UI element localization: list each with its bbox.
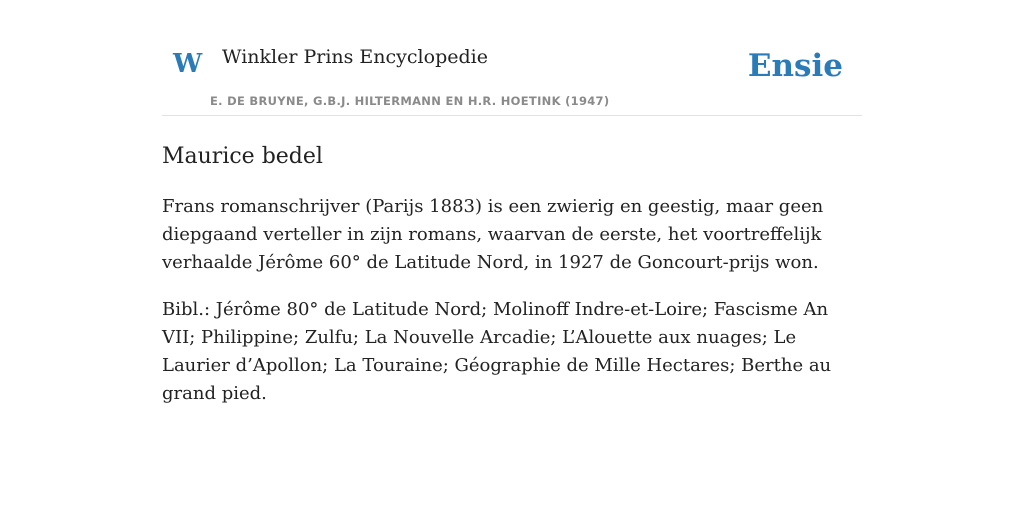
article-paragraph: Frans romanschrijver (Parijs 1883) is een zwierig en geestig, maar geen diepgaand verteller in zijn romans, waarvan de eerste, het voortreffelijk verhaalde Jérôme 60° de Latitude Nord, in 1927 de Goncourt-prijs won. [162, 195, 824, 273]
source-header [162, 0, 862, 116]
article-title: Maurice bedel [162, 144, 323, 169]
source-authors: E. DE BRUYNE, G.B.J. HILTERMANN EN H.R. HOETINK (1947) [210, 94, 610, 108]
source-title[interactable]: Winkler Prins Encyclopedie [222, 46, 488, 68]
bibliography-paragraph: Bibl.: Jérôme 80° de Latitude Nord; Molinoff Indre-et-Loire; Fascisme An VII; Philippine; Zulfu; La Nouvelle Arcadie; L’Alouette aux nuages; Le Laurier d’Apollon; La Touraine; Géographie de Mille Hectares; Berthe au grand pied. [162, 298, 832, 404]
brand-logo-link[interactable]: Ensie [747, 48, 843, 84]
source-logo-icon: W [173, 49, 203, 79]
page [162, 0, 862, 408]
